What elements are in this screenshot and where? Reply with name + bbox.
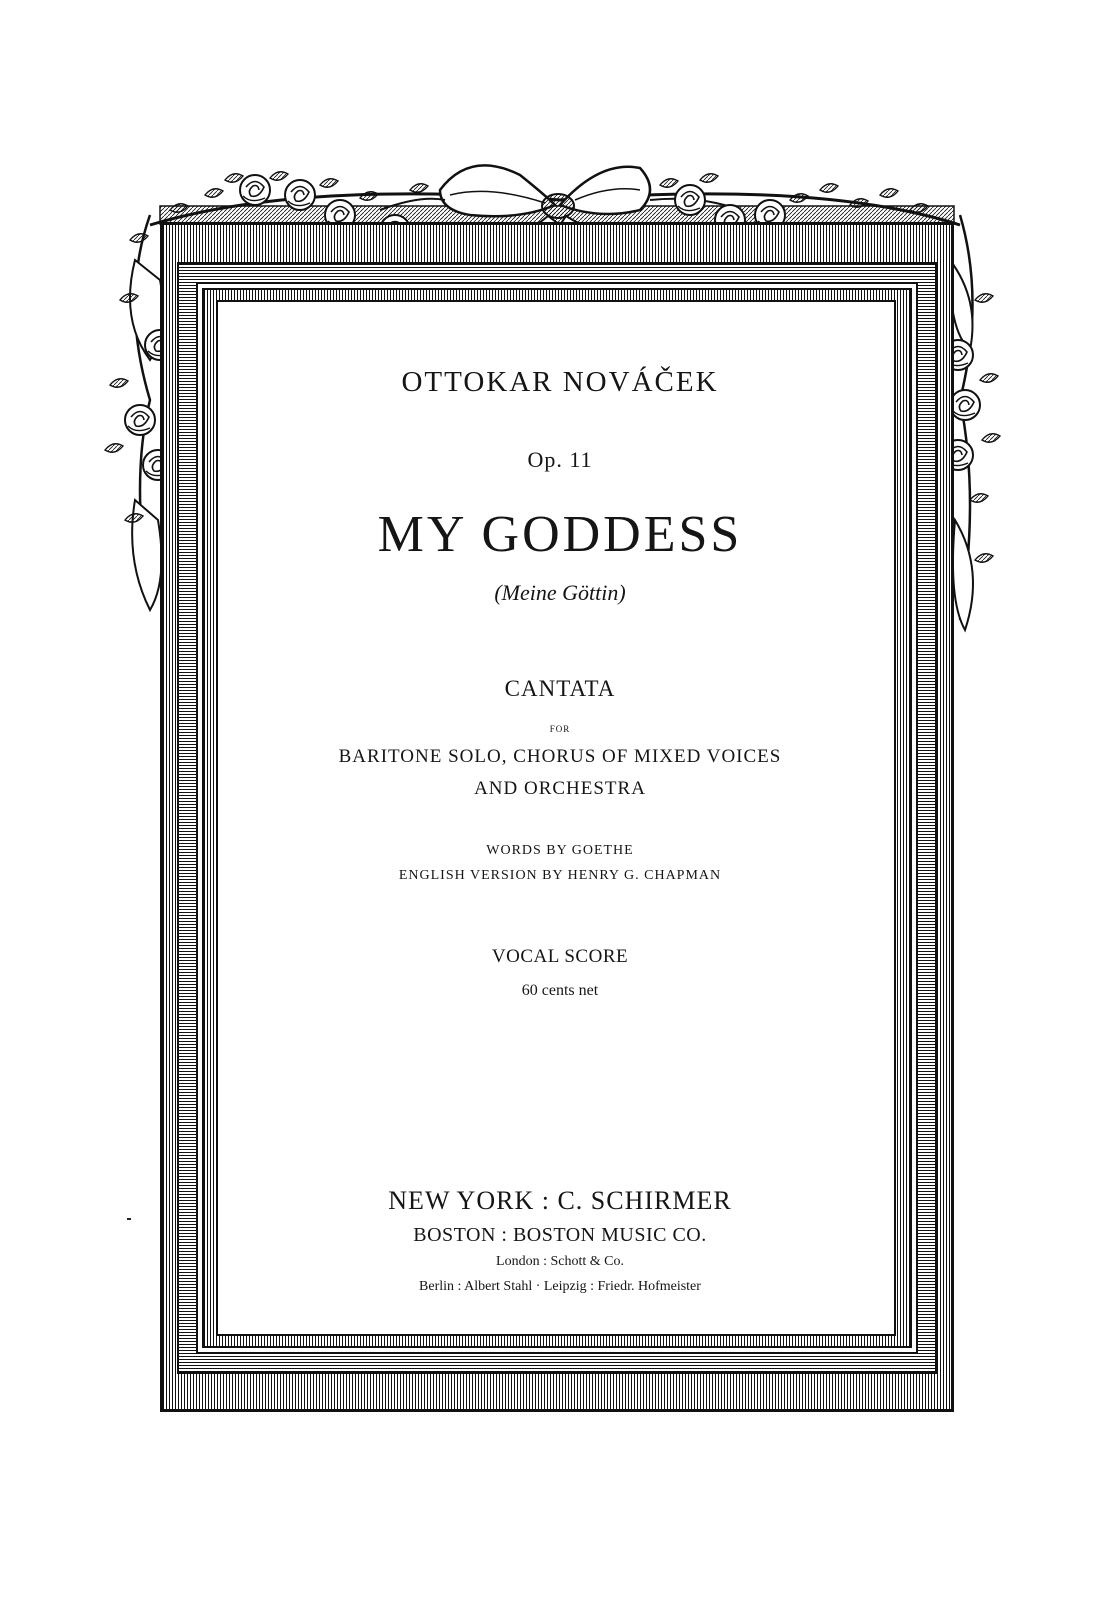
publisher-boston: BOSTON : BOSTON MUSIC CO. xyxy=(413,1224,707,1246)
opus-number: Op. 11 xyxy=(527,447,593,472)
publisher-london: London : Schott & Co. xyxy=(496,1254,624,1269)
translation-credit: ENGLISH VERSION BY HENRY G. CHAPMAN xyxy=(398,868,722,883)
words-credit: WORDS BY GOETHE xyxy=(486,843,634,858)
for-label: FOR xyxy=(549,724,571,734)
work-subtitle: (Meine Göttin) xyxy=(494,580,626,605)
publisher-berlin-leipzig: Berlin : Albert Stahl · Leipzig : Friedr. Hofmeister xyxy=(419,1279,701,1294)
edition-label: VOCAL SCORE xyxy=(491,946,629,967)
publisher-new-york: NEW YORK : C. SCHIRMER xyxy=(388,1186,732,1215)
scoring-line-1: BARITONE SOLO, CHORUS OF MIXED VOICES xyxy=(338,746,782,767)
composer-name: OTTOKAR NOVÁČEK xyxy=(401,366,719,398)
scoring-line-2: AND ORCHESTRA xyxy=(474,778,646,799)
ink-speck xyxy=(127,1218,131,1220)
genre-label: CANTATA xyxy=(504,676,616,701)
price-label: 60 cents net xyxy=(521,982,599,999)
work-title: MY GODDESS xyxy=(377,506,743,563)
